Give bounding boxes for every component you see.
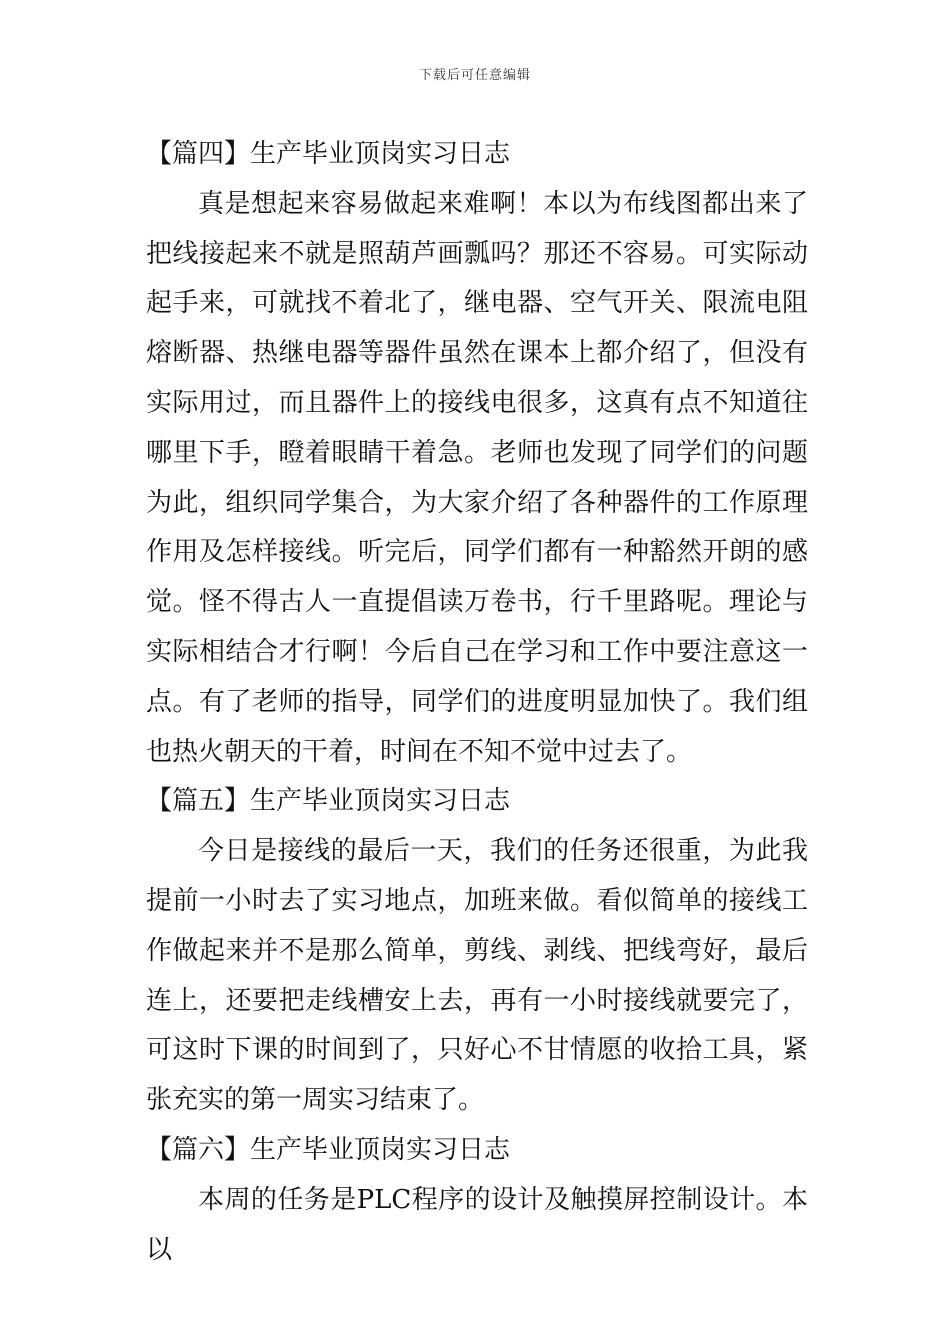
section-body-6: 本周的任务是PLC程序的设计及触摸屏控制设计。本以 — [146, 1184, 808, 1265]
section-body-4: 真是想起来容易做起来难啊！本以为布线图都出来了把线接起来不就是照葫芦画瓢吗？那还不容易。可实际动起手来，可就找不着北了，继电器、空气开关、限流电阻熔断器、热继电器等器件虽然在课本上都介绍了，但没有实际用过，而且器件上的接线电很多，这真有点不知道往哪里下手，瞪着眼睛干着急。老师也发现了同学们的问题为此，组织同学集合，为大家介绍了各种器件的工作原理作用及怎样接线。听完后，同学们都有一种豁然开朗的感觉。怪不得古人一直提倡读万卷书，行千里路呢。理论与实际相结合才行啊！今后自己在学习和工作中要注意这一点。有了老师的指导，同学们的进度明显加快了。我们组也热火朝天的干着，时间在不知不觉中过去了。 — [146, 188, 808, 767]
page-header-note: 下载后可任意编辑 — [418, 68, 531, 83]
section-title-5: 【篇五】生产毕业顶岗实习日志 — [146, 786, 511, 817]
section-title-4: 【篇四】生产毕业顶岗实习日志 — [146, 139, 511, 169]
section-body-5: 今日是接线的最后一天，我们的任务还很重，为此我提前一小时去了实习地点，加班来做。看似简单的接线工作做起来并不是那么简单，剪线、剥线、把线弯好，最后连上，还要把走线槽安上去，再有一小时接线就要完了，可这时下课的时间到了，只好心不甘情愿的收拾工具，紧张充实的第一周实习结束了。 — [146, 836, 808, 1116]
document-body — [146, 130, 808, 1275]
section-title-6: 【篇六】生产毕业顶岗实习日志 — [146, 1134, 511, 1165]
